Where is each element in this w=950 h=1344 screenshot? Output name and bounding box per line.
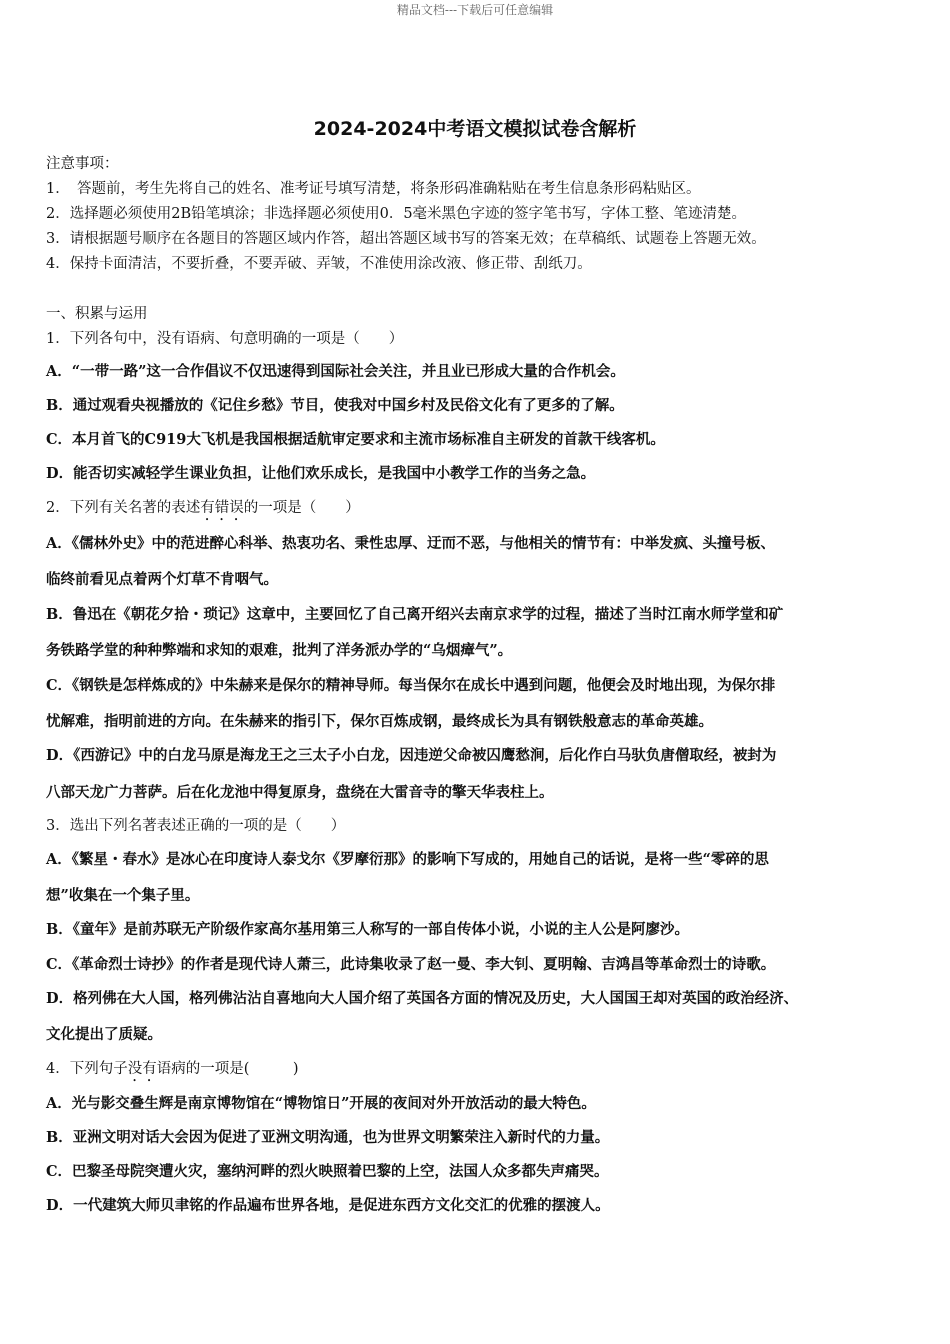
q1-option-b: B．通过观看央视播放的《记住乡愁》节目，使我对中国乡村及民俗文化有了更多的了解。	[46, 397, 624, 414]
q3-option-a-line2: 想”收集在一个集子里。	[46, 887, 200, 904]
q4-stem-pre: 4．下列句子	[46, 1061, 128, 1077]
q3-option-d-line2: 文化提出了质疑。	[46, 1026, 162, 1043]
q3-option-b: B．《童年》是前苏联无产阶级作家高尔基用第三人称写的一部自传体小说，小说的主人公是阿廖沙。	[46, 921, 690, 938]
notice-item: 4．保持卡面清洁，不要折叠，不要弄破、弄皱，不准使用涂改液、修正带、刮纸刀。	[46, 256, 592, 272]
q1-option-a: A．“一带一路”这一合作倡议不仅迅速得到国际社会关注，并且业已形成大量的合作机会。	[46, 363, 625, 380]
question-3-stem: 3．选出下列名著表述正确的一项的是（ ）	[46, 818, 346, 834]
q2-stem-pre: 2．下列有关名著的表述	[46, 500, 201, 516]
question-1-stem: 1．下列各句中，没有语病、句意明确的一项是（ ）	[46, 331, 404, 347]
q4-option-d: D．一代建筑大师贝聿铭的作品遍布世界各地，是促进东西方文化交汇的优雅的摆渡人。	[46, 1197, 610, 1214]
q4-option-a: A．光与影交叠生辉是南京博物馆在“博物馆日”开展的夜间对外开放活动的最大特色。	[46, 1095, 596, 1112]
q3-option-d-line1: D．格列佛在大人国，格列佛沾沾自喜地向大人国介绍了英国各方面的情况及历史，大人国国王却对英国的政治经济、	[46, 990, 799, 1007]
q2-option-c-line1: C．《钢铁是怎样炼成的》中朱赫来是保尔的精神导师。每当保尔在成长中遇到问题，他便会及时地出现，为保尔排	[46, 677, 776, 694]
notice-item: 2．选择题必须使用2B铅笔填涂；非选择题必须使用0．5毫米黑色字迹的签字笔书写，字体工整、笔迹清楚。	[46, 206, 747, 222]
page-header: 精品文档---下载后可任意编辑	[396, 3, 554, 17]
q2-stem-emphasis: 有错误	[200, 500, 244, 516]
section-heading: 一、积累与运用	[46, 306, 148, 322]
q4-option-b: B．亚洲文明对话大会因为促进了亚洲文明沟通，也为世界文明繁荣注入新时代的力量。	[46, 1129, 610, 1146]
question-2-stem	[46, 496, 360, 524]
q4-stem-post: 语病的一项是( )	[156, 1061, 299, 1077]
q4-option-c: C．巴黎圣母院突遭火灾，塞纳河畔的烈火映照着巴黎的上空，法国人众多都失声痛哭。	[46, 1163, 609, 1180]
page-title: 2024-2024中考语文模拟试卷含解析	[313, 118, 637, 140]
notice-heading: 注意事项：	[46, 156, 119, 172]
notice-item: 1． 答题前，考生先将自己的姓名、准考证号填写清楚，将条形码准确粘贴在考生信息条形码粘贴区。	[46, 181, 701, 197]
q2-option-a-line2: 临终前看见点着两个灯草不肯咽气。	[46, 571, 278, 588]
q3-option-a-line1: A．《繁星・春水》是冰心在印度诗人泰戈尔《罗摩衍那》的影响下写成的，用她自己的话说，是将一些“零碎的思	[46, 851, 769, 868]
q2-option-d-line2: 八部天龙广力菩萨。后在化龙池中得复原身，盘绕在大雷音寺的擎天华表柱上。	[46, 784, 554, 801]
notice-item: 3．请根据题号顺序在各题目的答题区域内作答，超出答题区域书写的答案无效；在草稿纸、试题卷上答题无效。	[46, 231, 766, 247]
q3-option-c: C．《革命烈士诗抄》的作者是现代诗人萧三，此诗集收录了赵一曼、李大钊、夏明翰、吉鸿昌等革命烈士的诗歌。	[46, 956, 776, 973]
q2-option-b-line2: 务铁路学堂的种种弊端和求知的艰难，批判了洋务派办学的“乌烟瘴气”。	[46, 642, 513, 659]
q2-option-a-line1: A．《儒林外史》中的范进醉心科举、热衷功名、秉性忠厚、迂而不恶，与他相关的情节有：中举发疯、头撞号板、	[46, 535, 775, 552]
q1-option-c: C．本月首飞的C919大飞机是我国根据适航审定要求和主流市场标准自主研发的首款干线客机。	[46, 431, 665, 448]
q2-option-c-line2: 忧解难，指明前进的方向。在朱赫来的指引下，保尔百炼成钢，最终成长为具有钢铁般意志的革命英雄。	[46, 713, 713, 730]
q2-stem-post: 的一项是（ ）	[243, 500, 360, 516]
question-4-stem	[46, 1057, 299, 1085]
q2-option-d-line1: D．《西游记》中的白龙马原是海龙王之三太子小白龙，因违逆父命被囚鹰愁涧，后化作白马驮负唐僧取经，被封为	[46, 747, 777, 764]
q1-option-d: D．能否切实减轻学生课业负担，让他们欢乐成长，是我国中小教学工作的当务之急。	[46, 465, 596, 482]
q2-option-b-line1: B．鲁迅在《朝花夕拾・琐记》这章中，主要回忆了自己离开绍兴去南京求学的过程，描述了当时江南水师学堂和矿	[46, 606, 784, 623]
q4-stem-emphasis: 没有	[127, 1061, 157, 1077]
